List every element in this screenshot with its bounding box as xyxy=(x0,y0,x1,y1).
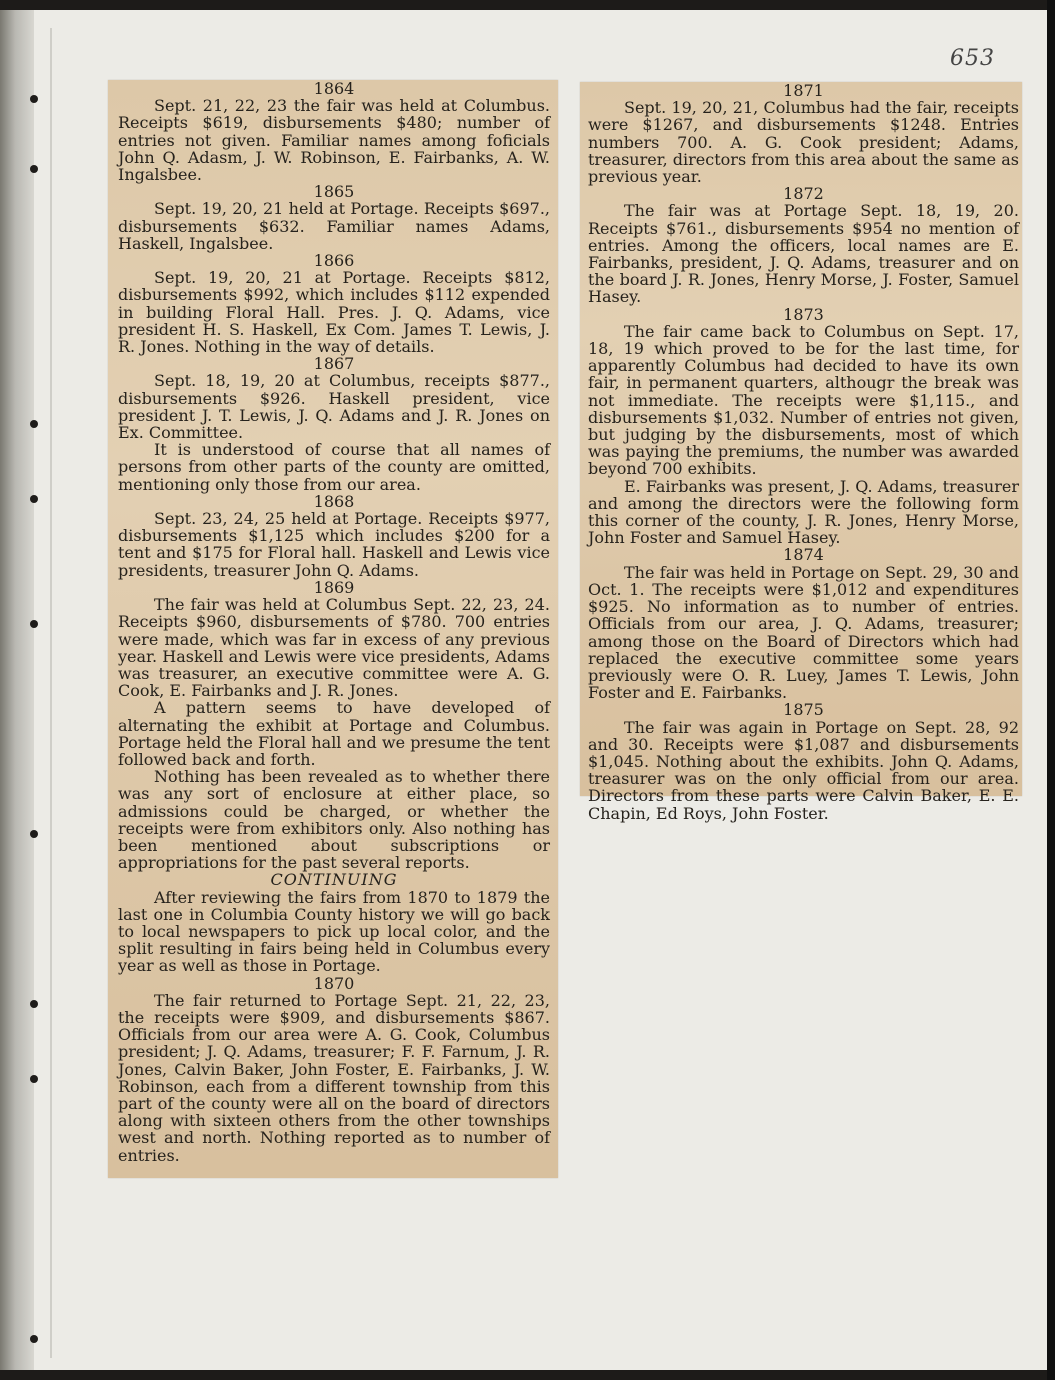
year-heading: 1872 xyxy=(783,184,824,204)
year-heading: 1869 xyxy=(313,577,355,597)
year-heading: 1865 xyxy=(313,182,355,202)
year-heading: 1875 xyxy=(783,700,824,720)
binding-hole xyxy=(30,165,38,173)
binding-hole xyxy=(30,1335,38,1343)
year-heading: 1871 xyxy=(783,81,824,100)
binding-hole xyxy=(30,1075,38,1083)
article-paragraph: Sept. 23, 24, 25 held at Portage. Receipts $977, disbursements $1,125 which includes $200 for a tent and $175 for Floral hall. Haskell and Lewis vice presidents, treasurer John Q. Adams. xyxy=(118,509,550,580)
binding-hole xyxy=(30,495,38,503)
article-paragraph: The fair was held in Portage on Sept. 29, 30 and Oct. 1. The receipts were $1,012 and expenditures $925. No information as to number of entries. Officials from our area, J. Q. Adams, treasurer; among those on the Board of Directors which had replaced the executive committee some years previously were O. R. Luey, James T. Lewis, John Foster and E. Fairbanks. xyxy=(588,562,1019,703)
article-paragraph: Sept. 18, 19, 20 at Columbus, receipts $877., disbursements $926. Haskell president, vice president J. T. Lewis, J. Q. Adams and J. R. Jones on Ex. Committee. xyxy=(118,371,550,443)
year-heading: 1870 xyxy=(313,973,355,993)
handwritten-page-number: 653 xyxy=(950,46,995,71)
article-paragraph: Sept. 21, 22, 23 the fair was held at Columbus. Receipts $619, disbursements $480; number of entries not given. Familiar names among foficials John Q. Adasm, J. W. Robinson, E. Fairbanks, A. W. Ingalsbee. xyxy=(118,96,550,185)
year-heading: 1867 xyxy=(313,354,355,374)
article-paragraph: A pattern seems to have developed of alternating the exhibit at Portage and Columbus. Portage held the Floral hall and we presume the tent followed back and forth. xyxy=(118,698,550,769)
year-heading: 1868 xyxy=(313,491,355,511)
article-paragraph: The fair was again in Portage on Sept. 28, 92 and 30. Receipts were $1,087 and disbursements $1,045. Nothing about the exhibits. John Q. Adams, treasurer was on the only official from our area. Directors from these parts were Calvin Baker, E. E. Chapin, Ed Roys, John Foster. xyxy=(588,717,1019,823)
binding-hole xyxy=(30,830,38,838)
newspaper-clipping-left xyxy=(108,80,558,1178)
article-paragraph: The fair was at Portage Sept. 18, 19, 20. Receipts $761., disbursements $954 no mention of entries. Among the officers, local names are E. Fairbanks, president, J. Q. Adams, treasurer and on the board J. R. Jones, Henry Morse, J. Foster, Samuel Hasey. xyxy=(588,201,1019,307)
article-paragraph: Nothing has been revealed as to whether there was any sort of enclosure at either place, so admissions could be charged, or whether the receipts were from exhibitors only. Also nothing has been mentioned about subscriptions or appropriations for the past several reports. xyxy=(118,767,550,873)
section-heading: CONTINUING xyxy=(270,870,398,890)
gutter-line xyxy=(50,28,52,1358)
article-paragraph: After reviewing the fairs from 1870 to 1879 the last one in Columbia County history we will go back to local newspapers to pick up local color, and the split resulting in fairs being held in Columbus every year as well as those in Portage. xyxy=(118,887,550,976)
year-heading: 1864 xyxy=(313,79,355,98)
binding-hole xyxy=(30,1000,38,1008)
article-paragraph: It is understood of course that all names of persons from other parts of the county are omitted, mentioning only those from our area. xyxy=(118,440,550,494)
year-heading: 1866 xyxy=(313,251,355,271)
binding-hole xyxy=(30,620,38,628)
page-edge xyxy=(1047,0,1055,1380)
article-paragraph: Sept. 19, 20, 21 at Portage. Receipts $812, disbursements $992, which includes $112 expended in building Floral Hall. Pres. J. Q. Adams, vice president H. S. Haskell, Ex Com. James T. Lewis, J. R. Jones. Nothing in the way of details. xyxy=(118,268,550,357)
article-paragraph: E. Fairbanks was present, J. Q. Adams, treasurer and among the directors were the following form this corner of the county, J. R. Jones, Henry Morse, John Foster and Samuel Hasey. xyxy=(588,476,1019,548)
article-paragraph: The fair returned to Portage Sept. 21, 22, 23, the receipts were $909, and disbursements $867. Officials from our area were A. G. Cook, Columbus president; J. Q. Adams, treasurer; F. F. Farnum, J. R. Jones, Calvin Baker, John Foster, E. Fairbanks, J. W. Robinson, each from a different township from this part of the county were all on the board of directors along with sixteen others from the other townships west and north. Nothing reported as to number of entries. xyxy=(118,990,550,1165)
binding-hole xyxy=(30,420,38,428)
newspaper-clipping-right xyxy=(580,81,1022,823)
article-paragraph: The fair was held at Columbus Sept. 22, 23, 24. Receipts $960, disbursements of $780. 700 entries were made, which was far in excess of any previous year. Haskell and Lewis were vice presidents, Adams was treasurer, an executive committee were A. G. Cook, E. Fairbanks and J. R. Jones. xyxy=(118,595,550,701)
page-binding xyxy=(0,10,34,1370)
article-paragraph: The fair came back to Columbus on Sept. 17, 18, 19 which proved to be for the last time, for apparently Columbus had decided to have its own fair, in permanent quarters, althougr the break was not immediate. The receipts were $1,115., and disbursements $1,032. Number of entries not given, but judging by the disbursements, most of which was paying the premiums, the number was awarded beyond 700 exhibits. xyxy=(588,321,1019,479)
year-heading: 1873 xyxy=(783,304,824,324)
year-heading: 1874 xyxy=(783,545,824,565)
binding-hole xyxy=(30,95,38,103)
article-paragraph: Sept. 19, 20, 21, Columbus had the fair, receipts were $1267, and disbursements $1248. Entries numbers 700. A. G. Cook president; Adams, treasurer, directors from this area about the same as previous year. xyxy=(588,98,1019,187)
article-paragraph: Sept. 19, 20, 21 held at Portage. Receipts $697., disbursements $632. Familiar names Adams, Haskell, Ingalsbee. xyxy=(118,199,550,253)
